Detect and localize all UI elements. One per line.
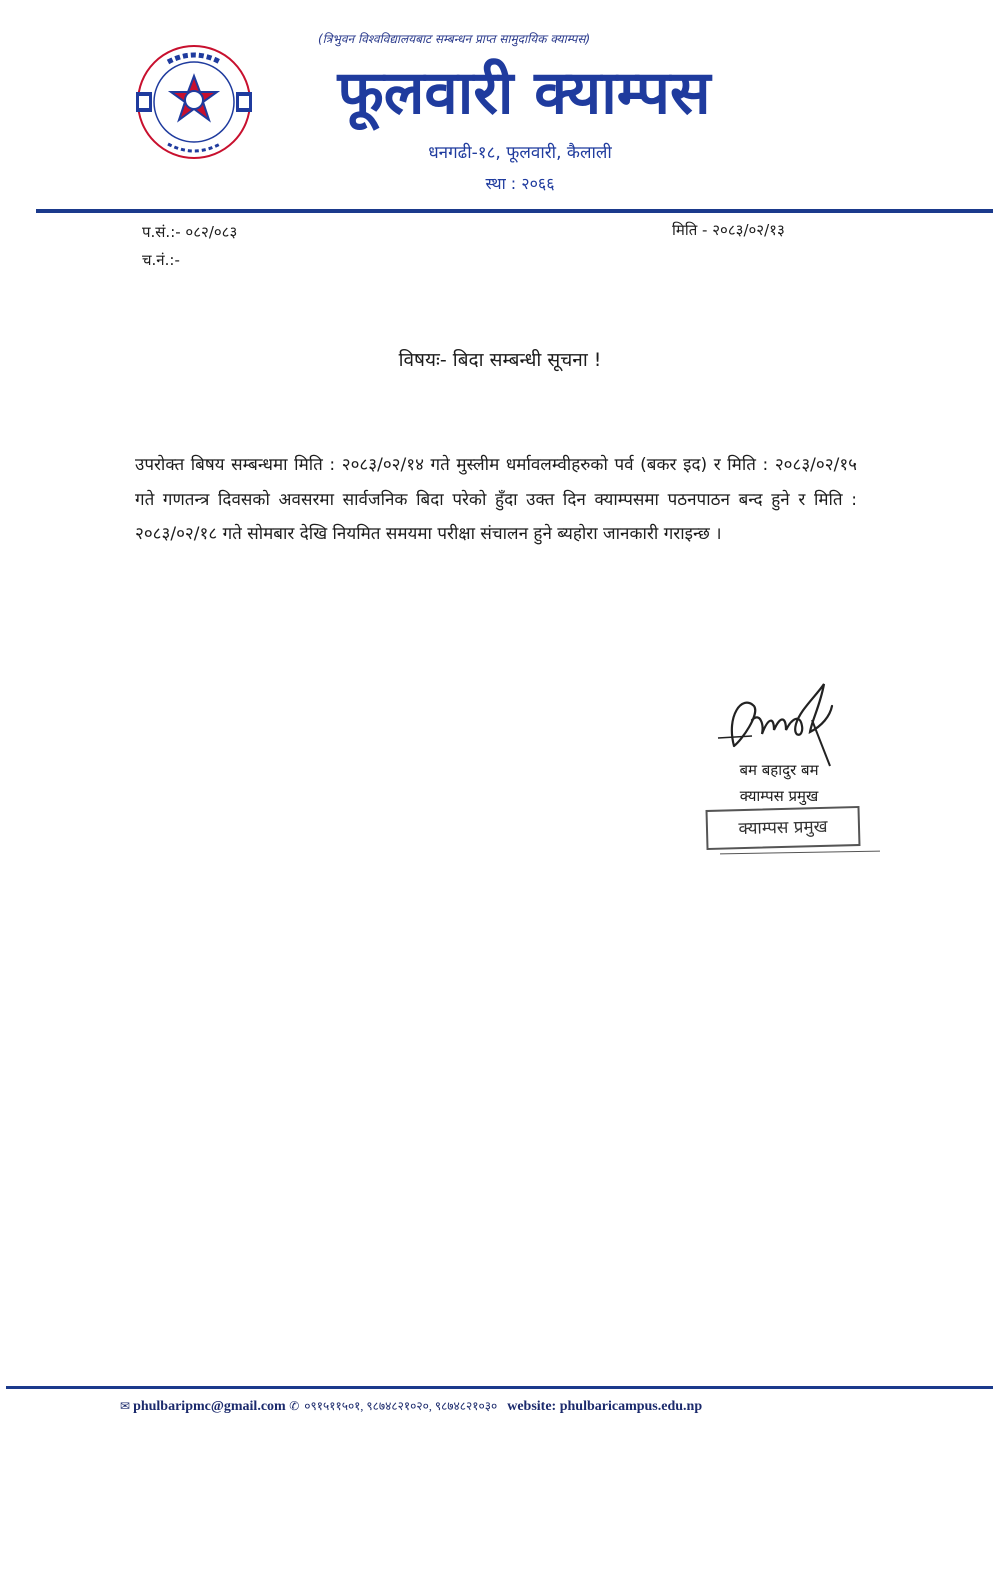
notice-subject: विषयः- बिदा सम्बन्धी सूचना !: [398, 349, 602, 371]
notice-body: उपरोक्त बिषय सम्बन्धमा मिति : २०८३/०२/१४ गते मुस्लीम धर्मावलम्वीहरुको पर्व (बकर इद) र मिति : २०८३/०२/१५ गते गणतन्त्र दिवसको अवसरमा सार्वजनिक बिदा परेको हुँदा उक्त दिन क्याम्पसमा पठनपाठन बन्द हुने र मिति : २०८३/०२/१८ गते सोमबार देखि नियमित समयमा परीक्षा संचालन हुने ब्यहोरा जानकारी गराइन्छ ।: [135, 455, 857, 544]
handwritten-signature: [712, 676, 842, 768]
signatory-title: क्याम्पस प्रमुख: [739, 787, 819, 805]
letter-number: प.सं.:- ०८२/०८३: [142, 223, 238, 241]
envelope-icon: ✉: [120, 1399, 131, 1413]
footer-phones: ०९१५११५०१, ९८७४८२१०२०, ९८७४८२१०३०: [304, 1399, 498, 1413]
established-year: स्था : २०६६: [485, 174, 555, 193]
campus-name-heading: फूलवारी क्याम्पस: [337, 58, 711, 128]
signatory-name: बम बहादुर बम: [739, 761, 819, 779]
footer-divider: [6, 1386, 993, 1389]
office-stamp: क्याम्पस प्रमुख: [706, 806, 861, 850]
footer-website: website: phulbaricampus.edu.np: [507, 1399, 703, 1414]
header-divider: [36, 209, 993, 213]
footer-contact: [120, 1397, 880, 1415]
campus-logo: [134, 40, 254, 164]
campus-address: धनगढी-१८, फूलवारी, कैलाली: [428, 143, 612, 163]
affiliation-line: (त्रिभुवन विश्वविद्यालयबाट सम्बन्धन प्राप्त सामुदायिक क्याम्पस): [318, 32, 591, 46]
letter-date: मिति - २०८३/०२/१३: [672, 221, 785, 239]
phone-icon: ✆: [289, 1399, 300, 1413]
stamp-underline: [720, 851, 880, 855]
footer-email: phulbaripmc@gmail.com: [133, 1399, 286, 1414]
dispatch-number: च.नं.:-: [142, 251, 180, 269]
